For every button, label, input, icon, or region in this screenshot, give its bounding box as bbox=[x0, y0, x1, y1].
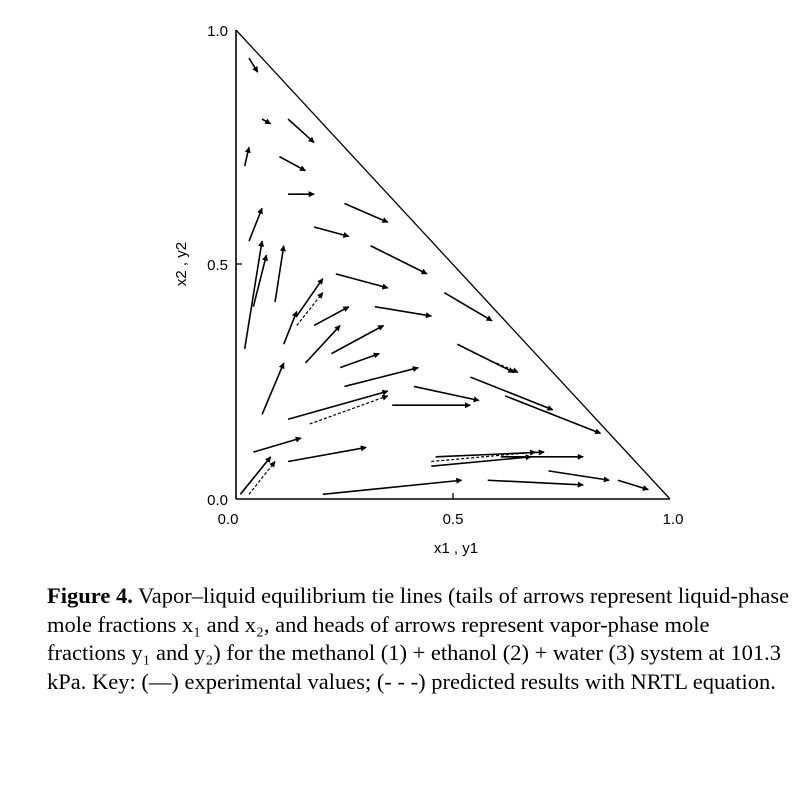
y-tick-label-2: 1.0 bbox=[207, 23, 228, 40]
experimental-tie-line-arrow-3 bbox=[279, 157, 305, 171]
caption-text: Vapor–liquid equilibrium tie lines (tails of arrows represent liquid-phase mole fractions x₁ and x₂, and heads of arrows represent vapor-phase mole fractions y₁ and y₂) for the methanol (1) + ethanol (2) + water (3) system at 101.3 kPa. Key: (—) experimental values; (- - -) predicted results with NRTL equation. bbox=[47, 583, 790, 694]
experimental-tie-line-arrow-25 bbox=[262, 363, 284, 415]
experimental-tie-line-arrow-6 bbox=[345, 204, 388, 223]
experimental-tie-line-arrow-28 bbox=[505, 396, 600, 434]
experimental-tie-line-arrow-38 bbox=[618, 480, 648, 489]
experimental-tie-line-arrow-4 bbox=[245, 147, 249, 166]
y-axis-label: x2 , y2 bbox=[173, 241, 190, 287]
experimental-tie-line-arrow-37 bbox=[488, 480, 583, 485]
experimental-tie-line-arrow-36 bbox=[548, 471, 609, 480]
experimental-tie-line-arrow-27 bbox=[414, 386, 479, 400]
experimental-tie-line-arrow-21 bbox=[457, 344, 513, 372]
experimental-tie-line-arrow-8 bbox=[371, 246, 427, 274]
figure-caption bbox=[47, 582, 792, 696]
experimental-tie-line-arrow-0 bbox=[249, 58, 258, 72]
y-tick-label-0: 0.0 bbox=[207, 492, 228, 509]
experimental-tie-line-arrow-22 bbox=[340, 354, 379, 368]
experimental-tie-line-arrow-10 bbox=[336, 274, 388, 288]
experimental-tie-line-arrow-16 bbox=[284, 311, 297, 344]
experimental-tie-line-arrow-34 bbox=[431, 457, 531, 466]
experimental-arrows bbox=[240, 58, 648, 494]
x-tick-label-1: 0.5 bbox=[442, 511, 464, 528]
experimental-tie-line-arrow-14 bbox=[245, 241, 262, 349]
x-tick-label-0: 0.0 bbox=[217, 511, 239, 528]
hypotenuse-line bbox=[236, 30, 670, 499]
experimental-tie-line-arrow-1 bbox=[262, 119, 271, 124]
experimental-tie-line-arrow-32 bbox=[240, 457, 270, 495]
experimental-tie-line-arrow-17 bbox=[314, 307, 349, 326]
experimental-tie-line-arrow-20 bbox=[331, 325, 383, 353]
experimental-tie-line-arrow-2 bbox=[288, 119, 314, 142]
predicted-tie-line-arrow-4 bbox=[496, 363, 518, 372]
experimental-tie-line-arrow-24 bbox=[470, 377, 552, 410]
experimental-tie-line-arrow-39 bbox=[323, 480, 462, 494]
experimental-tie-line-arrow-9 bbox=[444, 293, 492, 321]
experimental-tie-line-arrow-13 bbox=[275, 246, 284, 302]
x-tick-label-2: 1.0 bbox=[662, 511, 684, 528]
y-tick-label-1: 0.5 bbox=[207, 257, 228, 274]
x-axis-label: x1 , y1 bbox=[433, 540, 479, 557]
experimental-tie-line-arrow-18 bbox=[305, 325, 340, 363]
experimental-tie-line-arrow-23 bbox=[345, 368, 419, 387]
experimental-tie-line-arrow-19 bbox=[375, 307, 431, 316]
experimental-tie-line-arrow-31 bbox=[288, 447, 366, 461]
experimental-tie-line-arrow-11 bbox=[249, 208, 262, 241]
experimental-tie-line-arrow-30 bbox=[253, 438, 301, 452]
experimental-tie-line-arrow-7 bbox=[314, 227, 349, 236]
experimental-tie-line-arrow-26 bbox=[288, 391, 388, 419]
caption-label: Figure 4. bbox=[47, 583, 133, 608]
